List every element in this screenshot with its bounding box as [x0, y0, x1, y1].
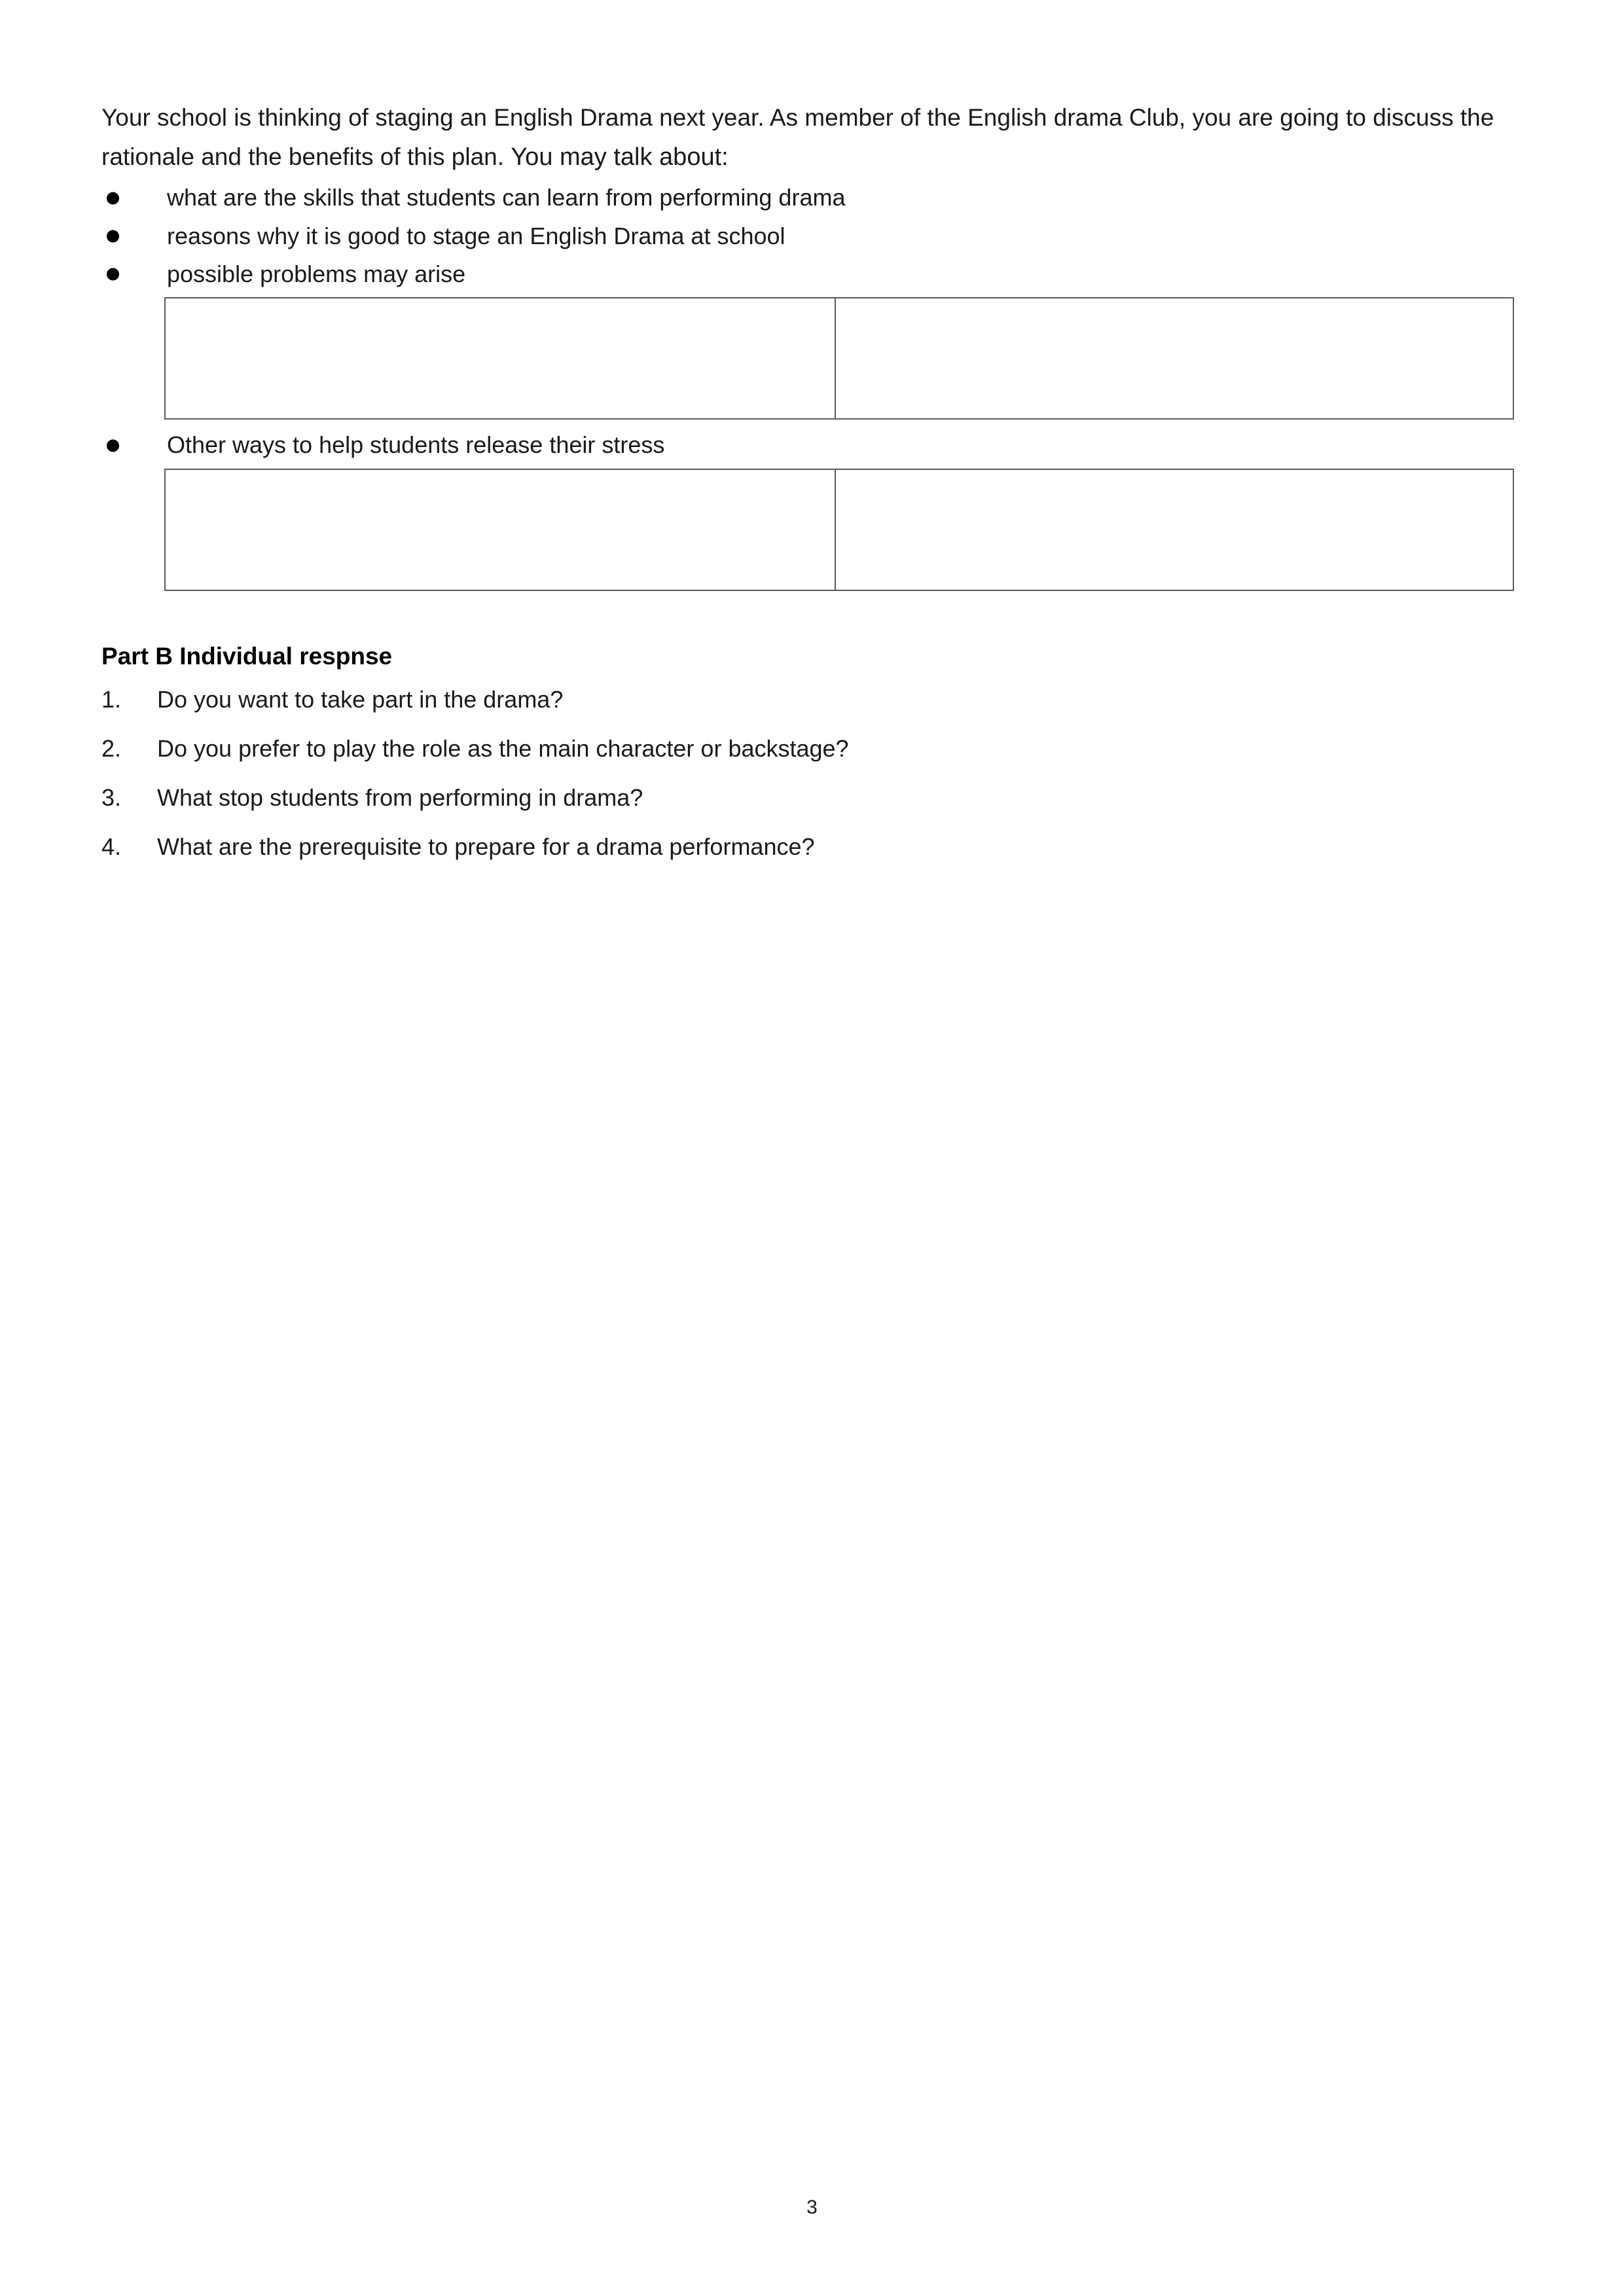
list-item-label: reasons why it is good to stage an English Drama at school	[167, 222, 785, 249]
part-b-heading: Part B Individual respnse	[101, 642, 393, 670]
table-row	[165, 298, 1513, 419]
bullet-dot-icon	[107, 439, 119, 452]
answer-cell-left[interactable]	[165, 298, 835, 419]
answer-cell-right[interactable]	[835, 469, 1513, 590]
list-item	[101, 426, 1513, 464]
question-text: What are the prerequisite to prepare for a drama performance?	[157, 833, 815, 860]
bullet-dot-icon	[107, 268, 119, 281]
page-number: 3	[806, 2197, 818, 2218]
question-number: 2.	[101, 735, 122, 762]
question-number: 1.	[101, 686, 122, 713]
question-text: What stop students from performing in drama?	[157, 784, 643, 812]
intro-text-part1: Your school is thinking of staging an English Drama next year. As member of the English drama Club, you are going to discuss the rationale and the benefits of this plan.	[101, 104, 1494, 170]
answer-box-table-2	[164, 469, 1514, 591]
list-item	[101, 217, 1513, 255]
question-number: 3.	[101, 784, 122, 812]
bullet-dot-icon	[107, 230, 119, 242]
answer-cell-left[interactable]	[165, 469, 835, 590]
list-item-label: Other ways to help students release their stress	[167, 431, 665, 459]
question-list	[101, 679, 1513, 867]
intro-paragraph	[101, 98, 1513, 177]
answer-cell-right[interactable]	[835, 298, 1513, 419]
bullet-list-group-2	[101, 426, 1513, 464]
question-text: Do you want to take part in the drama?	[157, 686, 564, 713]
question-number: 4.	[101, 833, 122, 860]
list-item	[101, 679, 1513, 720]
list-item	[101, 778, 1513, 818]
list-item	[101, 827, 1513, 867]
table-row	[165, 469, 1513, 590]
list-item-label: possible problems may arise	[167, 260, 466, 288]
spacer	[101, 420, 1513, 426]
list-item-label: what are the skills that students can learn from performing drama	[167, 184, 846, 211]
list-item	[101, 179, 1513, 217]
list-item	[101, 255, 1513, 293]
bullet-dot-icon	[107, 192, 119, 204]
intro-text-part2: You may talk about:	[511, 143, 729, 171]
answer-box-table-1	[164, 297, 1514, 420]
question-text: Do you prefer to play the role as the main character or backstage?	[157, 735, 849, 762]
bullet-list-group-1	[101, 179, 1513, 293]
list-item	[101, 728, 1513, 769]
